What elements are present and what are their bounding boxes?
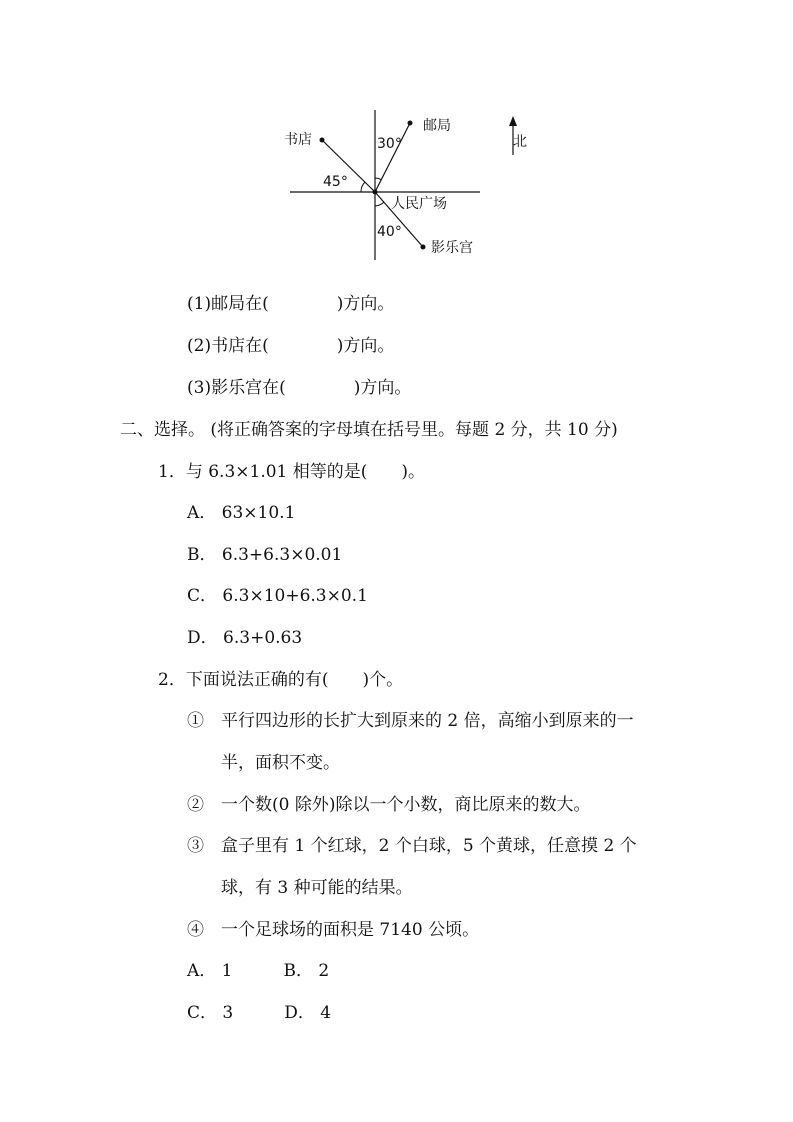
q2-options-ab: A． 1 B． 2 <box>187 961 330 981</box>
q2-stem: 2．下面说法正确的有( )个。 <box>158 670 404 690</box>
q1-option-a: A． 63×10.1 <box>187 503 296 523</box>
theater-label: 影乐宫 <box>431 240 473 256</box>
q2-statement-3-cont: 球，有 3 种可能的结果。 <box>187 878 413 898</box>
direction-diagram <box>270 100 530 265</box>
square-point <box>373 190 378 195</box>
q2-statement-4: ④ 一个足球场的面积是 7140 公顷。 <box>187 920 480 940</box>
north-arrow-icon <box>509 116 517 126</box>
q1-stem: 1．与 6.3×1.01 相等的是( )。 <box>158 462 426 482</box>
theater-point <box>421 245 426 250</box>
section-two-title: 二、选择。 (将正确答案的字母填在括号里。每题 2 分，共 10 分) <box>120 420 618 440</box>
q2-statement-3: ③ 盒子里有 1 个红球，2 个白球，5 个黄球，任意摸 2 个 <box>187 836 637 856</box>
angle-40-label: 40° <box>377 224 402 240</box>
fill-question-2: (2)书店在( )方向。 <box>187 336 395 356</box>
angle-30-label: 30° <box>377 136 402 152</box>
angle-30-arc <box>375 178 381 180</box>
direction-diagram-svg <box>270 100 530 265</box>
fill-question-3: (3)影乐宫在( )方向。 <box>187 378 412 398</box>
post-office-ray <box>375 123 410 192</box>
angle-45-label: 45° <box>323 174 348 190</box>
bookstore-point <box>320 138 325 143</box>
north-label: 北 <box>513 134 527 150</box>
q2-statement-1-cont: 半，面积不变。 <box>187 753 340 773</box>
bookstore-label: 书店 <box>284 132 312 148</box>
square-label: 人民广场 <box>391 196 447 212</box>
q1-option-c: C． 6.3×10+6.3×0.1 <box>187 586 368 606</box>
q1-option-d: D． 6.3+0.63 <box>187 628 303 648</box>
angle-45-arc <box>361 182 365 192</box>
angle-40-arc <box>375 202 384 206</box>
q2-statement-1: ① 平行四边形的长扩大到原来的 2 倍，高缩小到原来的一 <box>187 711 634 731</box>
post-office-label: 邮局 <box>423 118 451 134</box>
q2-options-cd: C． 3 D． 4 <box>187 1003 332 1023</box>
q2-statement-2: ② 一个数(0 除外)除以一个小数，商比原来的数大。 <box>187 795 591 815</box>
fill-question-1: (1)邮局在( )方向。 <box>187 294 395 314</box>
post-office-point <box>408 121 413 126</box>
q1-option-b: B． 6.3+6.3×0.01 <box>187 545 343 565</box>
